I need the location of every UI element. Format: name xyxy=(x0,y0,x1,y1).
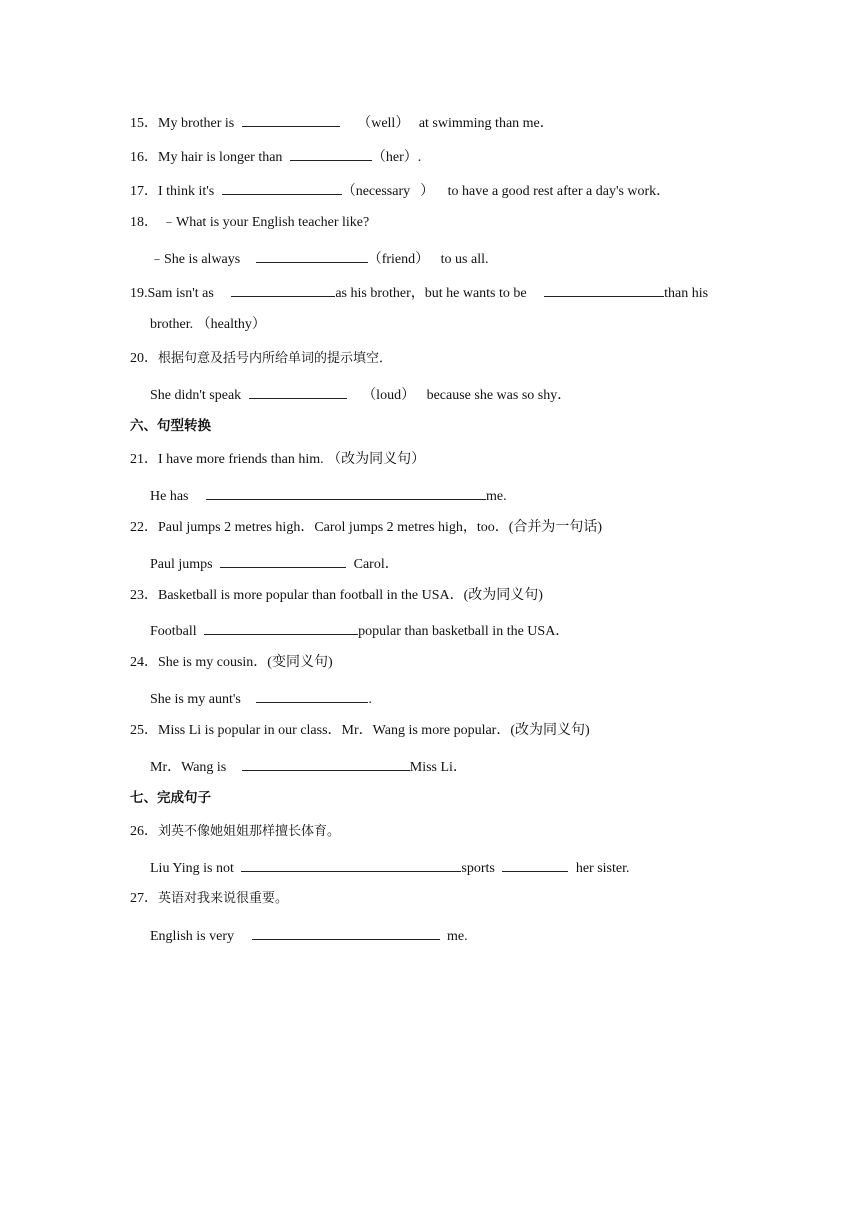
question-23-answer xyxy=(150,620,569,641)
q16-number: 16． xyxy=(130,150,158,165)
question-20-sentence xyxy=(150,384,571,405)
q16-hint: （her）. xyxy=(371,150,422,165)
q26-text: 刘英不像她姐姐那样擅长体育。 xyxy=(158,824,341,839)
q22-answer-end: Carol． xyxy=(353,557,399,572)
question-18 xyxy=(130,214,369,232)
q18-reply-text: ﹣She is always xyxy=(150,252,241,267)
question-26 xyxy=(130,823,340,841)
q27-answer-start: English is very xyxy=(150,929,234,944)
q24-text: She is my cousin．(变同义句) xyxy=(158,655,333,670)
q21-number: 21． xyxy=(130,452,158,467)
q20-instruction: 根据句意及括号内所给单词的提示填空． xyxy=(158,351,393,366)
q25-number: 25． xyxy=(130,723,158,738)
q19-number: 19. xyxy=(130,286,148,301)
q23-answer-blank[interactable] xyxy=(204,620,358,635)
q19-text: Sam isn't as xyxy=(147,286,214,301)
q21-text: I have more friends than him. （改为同义句） xyxy=(158,452,426,467)
q15-text-end: at swimming than me． xyxy=(418,116,554,131)
q19-text-end: than his xyxy=(664,286,709,301)
section-6-heading: 六、句型转换 xyxy=(130,418,211,434)
question-17 xyxy=(130,180,670,201)
q21-answer-blank[interactable] xyxy=(206,485,486,500)
q22-answer-blank[interactable] xyxy=(220,553,346,568)
question-18-reply xyxy=(150,248,489,269)
q24-answer-start: She is my aunt's xyxy=(150,692,241,707)
question-22-answer xyxy=(150,553,399,574)
q25-answer-blank[interactable] xyxy=(242,756,410,771)
q15-number: 15． xyxy=(130,116,158,131)
q26-answer-end: her sister. xyxy=(575,861,630,876)
question-25-answer xyxy=(150,756,467,777)
q17-text: I think it's xyxy=(158,184,215,199)
q27-text: 英语对我来说很重要。 xyxy=(158,891,289,906)
question-25 xyxy=(130,722,590,740)
q26-answer-mid: sports xyxy=(461,861,495,876)
q21-answer-end: me. xyxy=(486,489,507,504)
q21-answer-start: He has xyxy=(150,489,189,504)
q27-answer-end: me. xyxy=(447,929,468,944)
q26-answer-blank-2[interactable] xyxy=(502,857,568,872)
q19-answer-blank-2[interactable] xyxy=(544,282,664,297)
q22-number: 22． xyxy=(130,520,158,535)
q20-number: 20． xyxy=(130,351,158,366)
q25-answer-start: Mr．Wang is xyxy=(150,760,227,775)
question-20 xyxy=(130,350,392,368)
question-26-answer xyxy=(150,857,630,878)
q18-text-end: to us all. xyxy=(440,252,489,267)
q17-hint: （necessary xyxy=(341,184,411,199)
q18-number: 18． xyxy=(130,215,158,230)
q27-answer-blank[interactable] xyxy=(252,925,440,940)
q23-answer-end: popular than basketball in the USA． xyxy=(358,624,570,639)
question-22 xyxy=(130,519,602,537)
question-27 xyxy=(130,890,288,908)
q25-text: Miss Li is popular in our class．Mr．Wang is more popular．(改为同义句) xyxy=(158,723,590,738)
q16-text: My hair is longer than xyxy=(158,150,283,165)
q23-number: 23． xyxy=(130,588,158,603)
q26-answer-start: Liu Ying is not xyxy=(150,861,234,876)
q26-answer-blank-1[interactable] xyxy=(241,857,461,872)
question-19 xyxy=(130,282,708,303)
q20-hint: （loud） xyxy=(362,388,416,403)
q17-answer-blank[interactable] xyxy=(222,180,342,195)
question-24-answer xyxy=(150,688,372,709)
q18-text: ﹣What is your English teacher like? xyxy=(162,215,370,230)
q20-text: She didn't speak xyxy=(150,388,242,403)
section-7-heading: 七、完成句子 xyxy=(130,790,211,806)
q23-text: Basketball is more popular than football in the USA．(改为同义句) xyxy=(158,588,543,603)
q19-text-wrap: brother. （healthy） xyxy=(150,317,266,332)
q18-hint: （friend） xyxy=(367,252,430,267)
q17-number: 17． xyxy=(130,184,158,199)
q19-answer-blank-1[interactable] xyxy=(231,282,335,297)
q20-answer-blank[interactable] xyxy=(249,384,347,399)
q22-text: Paul jumps 2 metres high．Carol jumps 2 metres high，too．(合并为一句话) xyxy=(158,520,603,535)
q19-text-mid: as his brother，but he wants to be xyxy=(335,286,527,301)
q24-answer-blank[interactable] xyxy=(256,688,368,703)
q26-number: 26． xyxy=(130,824,158,839)
q27-number: 27． xyxy=(130,891,158,906)
q17-hint-close: ） xyxy=(420,184,435,199)
q22-answer-start: Paul jumps xyxy=(150,557,213,572)
question-15 xyxy=(130,112,554,133)
q15-text: My brother is xyxy=(158,116,235,131)
question-27-answer xyxy=(150,925,468,946)
q24-number: 24． xyxy=(130,655,158,670)
question-19-cont xyxy=(150,316,266,334)
q17-text-end: to have a good rest after a day's work． xyxy=(447,184,671,199)
q18-answer-blank[interactable] xyxy=(256,248,368,263)
q23-answer-start: Football xyxy=(150,624,197,639)
q24-answer-end: . xyxy=(368,692,372,707)
q15-hint: （well） xyxy=(357,116,410,131)
question-21-answer xyxy=(150,485,507,506)
question-23 xyxy=(130,587,543,605)
q15-answer-blank[interactable] xyxy=(242,112,340,127)
question-24 xyxy=(130,654,333,672)
q20-text-end: because she was so shy． xyxy=(426,388,572,403)
question-16 xyxy=(130,146,421,167)
question-21 xyxy=(130,451,425,469)
q25-answer-end: Miss Li． xyxy=(409,760,467,775)
q16-answer-blank[interactable] xyxy=(290,146,372,161)
